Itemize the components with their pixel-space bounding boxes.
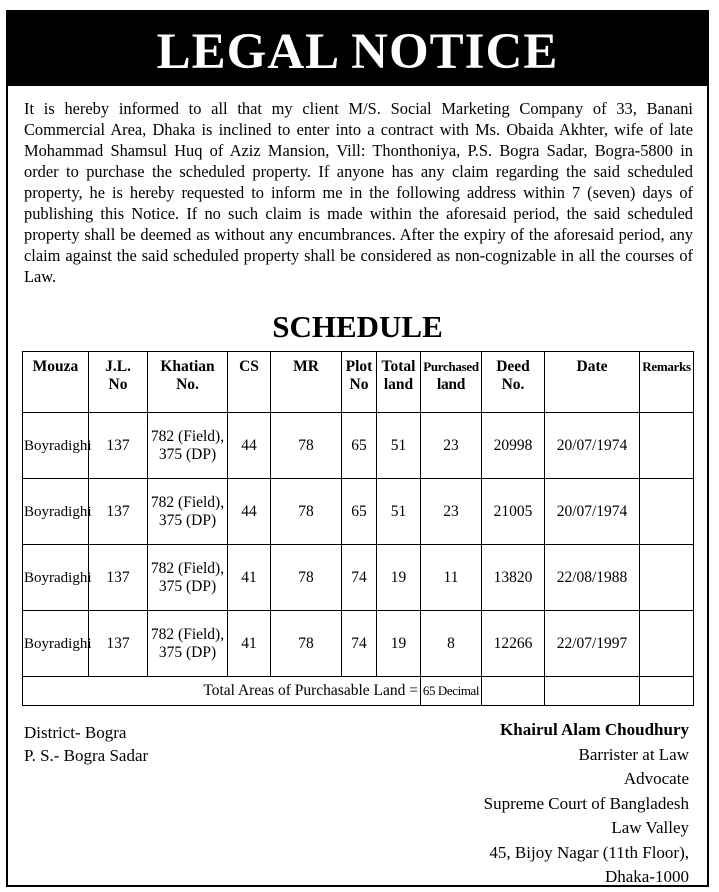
cell-mouza: Boyradighi xyxy=(23,545,89,611)
cell-mr: 78 xyxy=(271,611,342,677)
schedule-title: SCHEDULE xyxy=(272,309,443,344)
cell-jl-no: 137 xyxy=(89,611,148,677)
cell-plot-no: 74 xyxy=(342,611,377,677)
cell-mouza: Boyradighi xyxy=(23,479,89,545)
signatory-title: Barrister at Law xyxy=(578,744,689,764)
header-purchased-land: Purchased land xyxy=(421,352,482,413)
cell-mouza: Boyradighi xyxy=(23,611,89,677)
cell-khatian: 782 (Field), 375 (DP) xyxy=(148,545,228,611)
total-empty-remarks xyxy=(640,677,694,706)
cell-date: 22/07/1997 xyxy=(545,611,640,677)
cell-remarks xyxy=(640,611,694,677)
signatory-block xyxy=(484,718,689,890)
table-row xyxy=(23,479,694,545)
total-empty-date xyxy=(545,677,640,706)
cell-jl-no: 137 xyxy=(89,479,148,545)
table-row xyxy=(23,413,694,479)
signatory-firm: Law Valley xyxy=(611,818,689,837)
cell-mr: 78 xyxy=(271,545,342,611)
cell-total-land: 51 xyxy=(377,413,421,479)
cell-cs: 44 xyxy=(228,479,271,545)
cell-total-land: 51 xyxy=(377,479,421,545)
cell-plot-no: 65 xyxy=(342,413,377,479)
cell-khatian: 782 (Field), 375 (DP) xyxy=(148,413,228,479)
cell-date: 20/07/1974 xyxy=(545,479,640,545)
police-station-line: P. S.- Bogra Sadar xyxy=(24,746,149,765)
cell-purchased-land: 8 xyxy=(421,611,482,677)
cell-khatian: 782 (Field), 375 (DP) xyxy=(148,479,228,545)
header-plot-no: Plot No xyxy=(342,352,377,413)
cell-plot-no: 65 xyxy=(342,479,377,545)
cell-remarks xyxy=(640,545,694,611)
cell-cs: 44 xyxy=(228,413,271,479)
header-deed-no: Deed No. xyxy=(482,352,545,413)
cell-purchased-land: 11 xyxy=(421,545,482,611)
cell-remarks xyxy=(640,413,694,479)
signatory-role: Advocate xyxy=(623,769,689,788)
cell-jl-no: 137 xyxy=(89,413,148,479)
table-row xyxy=(23,611,694,677)
total-empty-deed xyxy=(482,677,545,706)
table-row xyxy=(23,545,694,611)
cell-deed-no: 13820 xyxy=(482,545,545,611)
header-mouza: Mouza xyxy=(23,352,89,413)
legal-notice xyxy=(6,10,709,887)
cell-mouza: Boyradighi xyxy=(23,413,89,479)
header-jl-no: J.L. No xyxy=(89,352,148,413)
header-cs: CS xyxy=(228,352,271,413)
cell-cs: 41 xyxy=(228,611,271,677)
total-label: Total Areas of Purchasable Land = xyxy=(23,677,421,706)
signatory-name: Khairul Alam Choudhury xyxy=(500,720,689,739)
cell-jl-no: 137 xyxy=(89,545,148,611)
district-line: District- Bogra xyxy=(24,723,127,742)
cell-date: 20/07/1974 xyxy=(545,413,640,479)
total-value: 65 Decimal xyxy=(421,677,482,706)
table-header-row xyxy=(23,352,694,413)
signatory-city: Dhaka-1000 xyxy=(604,867,689,886)
header-khatian-no: Khatian No. xyxy=(148,352,228,413)
cell-plot-no: 74 xyxy=(342,545,377,611)
cell-total-land: 19 xyxy=(377,611,421,677)
notice-body: It is hereby informed to all that my client M/S. Social Marketing Company of 33, Banani Commercial Area, Dhaka is inclined to enter into a contract with Ms. Obaida Akhter, wife of late Mohammad Shamsul Huq of Aziz Mansion, Vill: Thonthoniya, P.S. Bogra Sadar, Bogra-5800 in order to purchase the scheduled property. If anyone has any claim regarding the said scheduled property, he is hereby requested to inform me in the following address within 7 (seven) days of publishing this Notice. If no such claim is made within the aforesaid period, the said scheduled property shall be deemed as without any encumbrances. After the expiry of the aforesaid period, any claim against the said scheduled property shall be considered as non-cognizable in all the courses of Law. xyxy=(24,99,693,286)
header-mr: MR xyxy=(271,352,342,413)
cell-cs: 41 xyxy=(228,545,271,611)
cell-deed-no: 12266 xyxy=(482,611,545,677)
cell-deed-no: 20998 xyxy=(482,413,545,479)
header-remarks: Remarks xyxy=(640,352,694,413)
schedule-table xyxy=(22,351,694,706)
cell-khatian: 782 (Field), 375 (DP) xyxy=(148,611,228,677)
cell-deed-no: 21005 xyxy=(482,479,545,545)
district-info xyxy=(24,721,148,767)
signatory-address: 45, Bijoy Nagar (11th Floor), xyxy=(489,842,689,862)
notice-title: LEGAL NOTICE xyxy=(8,12,707,86)
cell-date: 22/08/1988 xyxy=(545,545,640,611)
cell-remarks xyxy=(640,479,694,545)
signatory-court: Supreme Court of Bangladesh xyxy=(483,793,689,813)
cell-purchased-land: 23 xyxy=(421,413,482,479)
cell-purchased-land: 23 xyxy=(421,479,482,545)
cell-total-land: 19 xyxy=(377,545,421,611)
total-row xyxy=(23,677,694,706)
header-total-land: Total land xyxy=(377,352,421,413)
header-date: Date xyxy=(545,352,640,413)
cell-mr: 78 xyxy=(271,413,342,479)
cell-mr: 78 xyxy=(271,479,342,545)
